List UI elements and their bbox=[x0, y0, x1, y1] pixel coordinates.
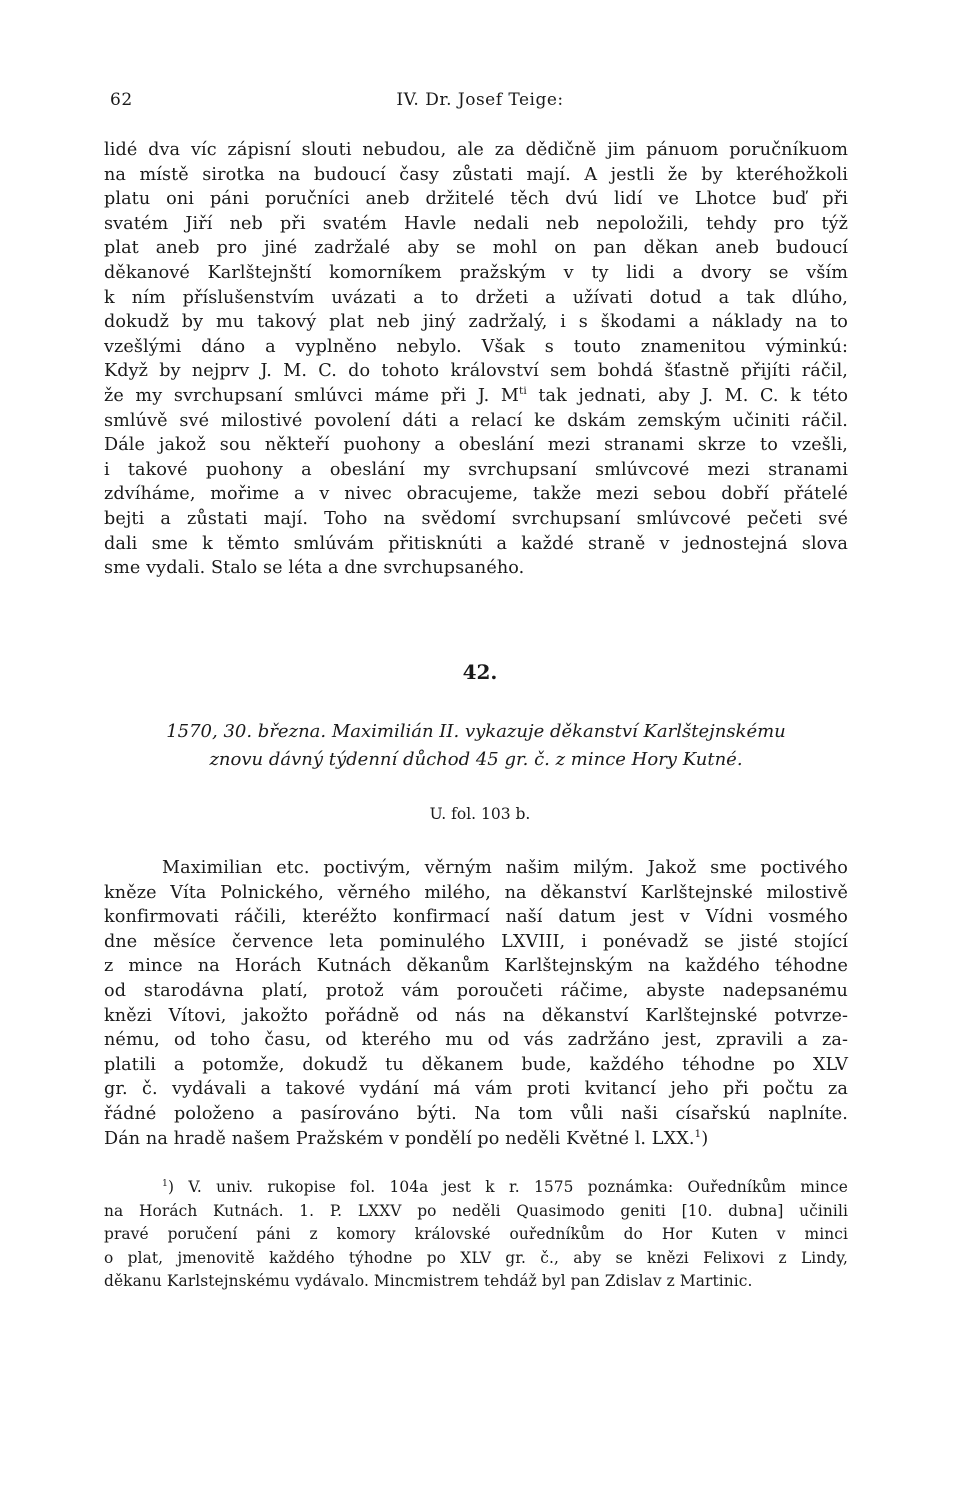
text-line: z mince na Horách Kutnách děkanům Karlštejnským na každého téhodne bbox=[104, 956, 848, 977]
text-line: plat aneb pro jiné zadržalé aby se mohl on pan děkan aneb budoucí bbox=[104, 238, 848, 259]
text-line: dokudž by mu takový plat neb jiný zadržalý, i s škodami a náklady na to bbox=[104, 312, 848, 333]
footnote-line: pravé poručení páni z komory královské ouředníkům do Hor Kuten v minci bbox=[104, 1225, 848, 1244]
footnote-line: o plat, jmenovitě každého týhodne po XLV gr. č., aby se knězi Felixovi z Lindy, bbox=[104, 1248, 848, 1267]
text-line: Maximilian etc. poctivým, věrným našim milým. Jakož sme poctivého bbox=[162, 858, 848, 878]
text-line: Dán na hradě našem Pražském v pondělí po neděli Květné l. LXX.$^1$) bbox=[104, 1127, 709, 1149]
footnote-line: na Horách Kutnách. 1. P. LXXV po neděli Quasimodo geniti [10. dubna] učinili bbox=[104, 1201, 848, 1220]
text-line: řádné položeno a pasírováno býti. Na tom vůli naši císařskú naplníte. bbox=[104, 1103, 848, 1124]
text-line: dali sme k těmto smlúvám přitisknúti a každé straně v jednostejná slova bbox=[104, 533, 848, 554]
text-line: knězi Vítovi, jakožto pořádně od nás na děkanství Karlštejnské potvrze- bbox=[104, 1005, 848, 1026]
footnote bbox=[104, 1176, 848, 1294]
text-fragment: tak jednati, aby J. M. C. k této bbox=[526, 385, 849, 406]
text-line: nému, od toho času, od kterého mu od vás zadržáno jest, zpravili a za- bbox=[104, 1030, 848, 1051]
text-line: od starodávna platí, protož vám poroučeti ráčime, abyste nadepsanému bbox=[104, 980, 848, 1001]
footnote-line: děkanu Karlstejnskému vydávalo. Mincmistrem tehdáž byl pan Zdislav z Martinic. bbox=[104, 1272, 753, 1291]
text-line: k ním příslušenstvím uvázati a to držeti a užívati dotud a tak dlúho, bbox=[104, 287, 848, 308]
text-line: vzešlými dáno a vyplněno nebylo. Však s touto znamenitou výminkú: bbox=[104, 336, 848, 357]
text-line: platu oni páni poručníci aneb držitelé těch dvú lidí ve Lhotce buď při bbox=[104, 189, 848, 210]
page-number: 62 bbox=[110, 90, 133, 110]
footnote-reference: 1 bbox=[694, 1127, 702, 1140]
text-line bbox=[104, 384, 848, 409]
text-line: dne měsíce července leta pominulého LXVIII, i ponévadž se jisté stojící bbox=[104, 931, 848, 952]
text-line: děkanové Karlštejnští komorníkem pražským v ty lidi a dvory se vším bbox=[104, 262, 848, 283]
text-line: sme vydali. Stalo se léta a dne svrchupsaného. bbox=[104, 558, 525, 579]
text-line: smlúvě své milostivé povolení dáti a relací ke dskám zemským učiniti ráčil. bbox=[104, 410, 848, 431]
text-line: svatém Jiří neb při svatém Havle nedali neb nepoložili, tehdy pro týž bbox=[104, 213, 848, 234]
text-line: Dále jakož sou někteří puohony a obeslání mezi stranami skrze to vzešli, bbox=[104, 435, 848, 456]
footnote-line: $^1$) V. univ. rukopise fol. 104a jest k r. 1575 poznámka: Ouředníkům mince bbox=[162, 1177, 848, 1196]
text-line: platili a potomže, dokudž tu děkanem bude, každého téhodne po XLV bbox=[104, 1054, 848, 1075]
text-fragment: že my svrchupsaní smlúvci máme při J. M bbox=[104, 385, 519, 406]
text-line: gr. č. vydávali a takové vydání má vám proti kvitancí jeho při počtu za bbox=[104, 1079, 848, 1100]
footnote-marker: 1 bbox=[162, 1177, 168, 1189]
running-title: IV. Dr. Josef Teige: bbox=[396, 90, 564, 110]
text-line: i takové puohony a obeslání my svrchupsaní smlúvcové mezi stranami bbox=[104, 459, 848, 480]
regest-line: znovu dávný týdenní důchod 45 gr. č. z mince Hory Kutné. bbox=[209, 749, 743, 770]
text-line: Když by nejprv J. M. C. do tohoto království sem bohdá šťastně přijíti ráčil, bbox=[104, 361, 848, 382]
text-fragment: Dán na hradě našem Pražském v pondělí po neděli Květné l. LXX. bbox=[104, 1128, 695, 1149]
superscript: ti bbox=[518, 385, 527, 398]
body-text bbox=[104, 138, 848, 581]
text-line: na místě sirotka na budoucí časy zůstati mají. A jestli že by kteréhožkoli bbox=[104, 164, 848, 185]
source-reference: U. fol. 103 b. bbox=[429, 805, 531, 823]
text-line: konfirmovati ráčili, kteréžto konfirmací naší datum jest v Vídni vosmého bbox=[104, 907, 848, 928]
text-line: lidé dva víc zápisní slouti nebudou, ale za dědičně jim pánuom poručníkuom bbox=[104, 140, 848, 160]
text-line: kněze Víta Polnického, věrného milého, na děkanství Karlštejnské milostivě bbox=[104, 882, 848, 903]
document-number: 42. bbox=[462, 660, 498, 684]
text-fragment: V. univ. rukopise fol. 104a jest k r. 1575 poznámka: Ouředníkům mince bbox=[188, 1178, 848, 1196]
regest bbox=[104, 718, 848, 774]
regest-line: 1570, 30. března. Maximilián II. vykazuje děkanství Karlštejnskému bbox=[166, 721, 786, 742]
charter-text bbox=[104, 856, 848, 1151]
running-header bbox=[110, 90, 850, 120]
text-line: bejti a zůstati mají. Toho na svědomí svrchupsaní smlúvcové pečeti své bbox=[104, 508, 848, 529]
text-line: zdvíháme, mořime a v nivec obracujeme, takže mezi sebou dobří přátelé bbox=[104, 484, 848, 505]
